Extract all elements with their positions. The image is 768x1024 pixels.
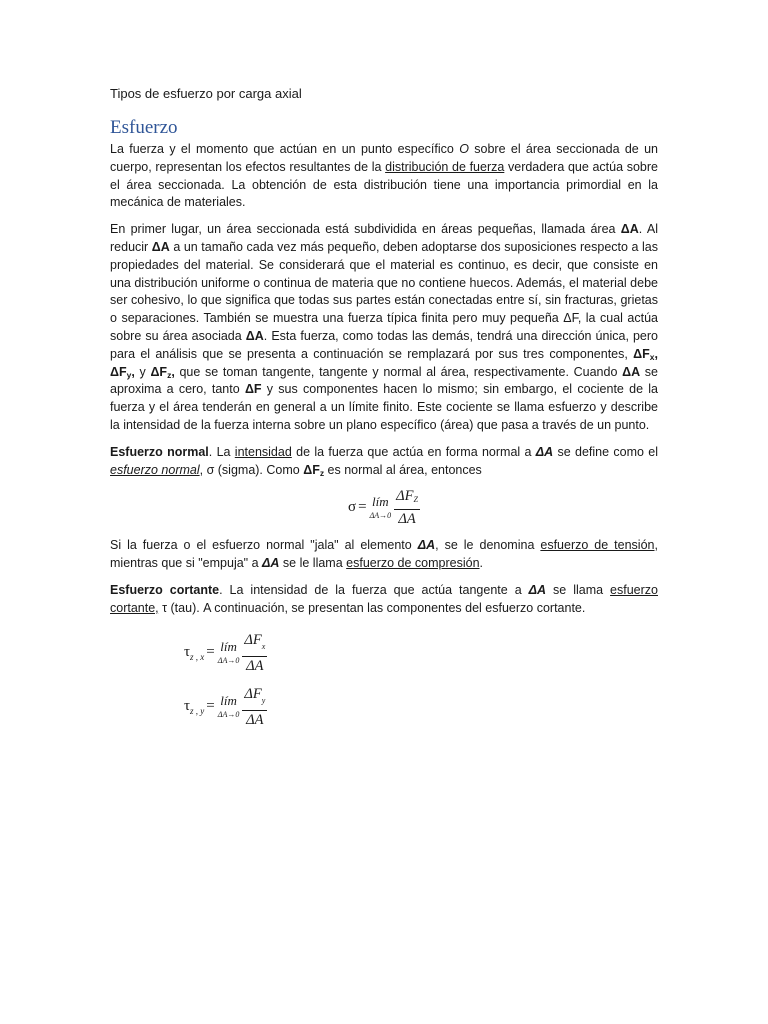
delta-a-symbol: ΔA bbox=[535, 444, 554, 459]
fraction-bar bbox=[394, 509, 420, 510]
tau-subscript: z , x bbox=[190, 651, 205, 662]
delta-fy-symbol bbox=[110, 365, 135, 379]
subscript-z: z bbox=[167, 369, 172, 380]
text: se le llama bbox=[279, 556, 347, 571]
text: de la fuerza que actúa en forma normal a bbox=[291, 444, 536, 459]
delta-f: ΔF bbox=[150, 364, 168, 379]
delta-f: ΔF bbox=[110, 364, 127, 379]
link-esfuerzo-de-compresion[interactable]: esfuerzo de compresión bbox=[346, 556, 480, 571]
text: sobre el área seccionada de un cuerpo, representan los efectos resultantes de la bbox=[110, 142, 658, 174]
paragraph-tension-compression bbox=[110, 537, 658, 573]
text: se define como el bbox=[553, 444, 658, 459]
text: que se toman tangente, tangente y normal al área, respectivamente. Cuando bbox=[174, 364, 623, 379]
text: . La intensidad de la fuerza que actúa tangente a bbox=[219, 582, 529, 597]
delta-f: ΔF bbox=[244, 685, 262, 702]
paragraph-area bbox=[110, 221, 658, 435]
text: verdadera que actúa sobre el área seccionada. La obtención de esta distribución tiene una importancia primordial en la mecánica de materiales. bbox=[110, 159, 658, 210]
limit-operator bbox=[370, 495, 392, 521]
delta-f: ΔF bbox=[244, 631, 262, 648]
subscript-z: Z bbox=[413, 495, 418, 505]
link-intensidad[interactable]: intensidad bbox=[234, 444, 292, 459]
text: En primer lugar, un área seccionada está subdividida en áreas pequeñas, llamada área bbox=[110, 222, 621, 237]
text: y sus componentes hacen lo mismo; sin embargo, el cociente de la fuerza y el área tenderán en general a un límite finito. Este cociente se llama esfuerzo y describe la intensidad de la fuerza interna sobre un plano específico (área) que pasa a través de un punto. bbox=[110, 382, 658, 432]
label-esfuerzo-cortante: Esfuerzo cortante bbox=[110, 582, 220, 597]
limit-word: lím bbox=[372, 493, 389, 509]
limit-subscript: ΔA→0 bbox=[217, 709, 240, 719]
section-heading: Esfuerzo bbox=[110, 117, 178, 138]
subscript-z: z bbox=[319, 467, 325, 478]
text: , se le denomina bbox=[435, 538, 541, 553]
numerator bbox=[242, 632, 267, 655]
denominator: ΔA bbox=[246, 657, 264, 674]
delta-f: ΔF bbox=[396, 488, 414, 505]
delta-a-symbol: ΔA bbox=[620, 222, 639, 237]
text: y bbox=[134, 364, 151, 379]
superscript-y: y bbox=[261, 695, 266, 705]
delta-fz-symbol bbox=[150, 365, 174, 379]
link-esfuerzo-de-tension[interactable]: esfuerzo de tensión bbox=[540, 538, 655, 553]
paragraph-normal-stress bbox=[110, 444, 658, 480]
numerator bbox=[394, 488, 420, 508]
text: , σ (sigma). Como bbox=[199, 462, 304, 477]
delta-a-symbol: ΔA bbox=[151, 239, 170, 254]
limit-word: lím bbox=[220, 692, 237, 708]
fraction bbox=[394, 488, 420, 527]
tau: τ bbox=[184, 643, 191, 660]
paragraph-shear-stress bbox=[110, 582, 658, 618]
denominator: ΔA bbox=[246, 711, 264, 728]
equals-sign: = bbox=[206, 698, 215, 715]
comma: , bbox=[131, 364, 135, 379]
point-o: O bbox=[459, 142, 469, 156]
delta-f: ΔF bbox=[633, 346, 650, 361]
limit-word: lím bbox=[220, 638, 237, 654]
document-title: Tipos de esfuerzo por carga axial bbox=[110, 86, 302, 101]
sigma-symbol: σ bbox=[348, 499, 357, 516]
text: . bbox=[479, 556, 484, 571]
tau-symbol bbox=[184, 698, 204, 716]
text: Si la fuerza o el esfuerzo normal "jala" al elemento bbox=[110, 538, 418, 553]
comma: , bbox=[654, 346, 658, 361]
equation-shear-zx bbox=[184, 632, 658, 674]
limit-subscript: ΔA→0 bbox=[217, 655, 240, 665]
comma: , bbox=[171, 364, 175, 379]
fraction-bar bbox=[242, 710, 267, 711]
paragraph-intro bbox=[110, 141, 658, 212]
text: es normal al área, entonces bbox=[324, 462, 482, 477]
limit-operator bbox=[218, 694, 240, 720]
text: se aproxima a cero, tanto bbox=[110, 364, 658, 397]
delta-a-symbol: ΔA bbox=[622, 364, 641, 379]
text: τ (tau). A continuación, se presentan las componentes del esfuerzo cortante. bbox=[158, 600, 586, 615]
text: . Esta fuerza, como todas las demás, tendrá una dirección única, pero para el análisis que se presenta a continuación se remplazará por sus tres componentes, bbox=[110, 328, 658, 361]
subscript-x: x bbox=[649, 351, 655, 362]
fraction bbox=[242, 632, 267, 674]
delta-a-symbol: ΔA bbox=[245, 328, 264, 343]
text: , mientras que si "empuja" a bbox=[110, 538, 658, 571]
delta-a-symbol: ΔA bbox=[528, 582, 547, 597]
delta-a-symbol: ΔA bbox=[262, 556, 280, 571]
link-esfuerzo-normal[interactable]: esfuerzo normal bbox=[110, 462, 200, 477]
delta-a-symbol: ΔA bbox=[417, 538, 436, 553]
text: se llama bbox=[546, 582, 611, 597]
label-esfuerzo-normal: Esfuerzo normal bbox=[110, 444, 209, 459]
subscript-y: y bbox=[126, 369, 132, 380]
fraction bbox=[242, 686, 267, 728]
delta-f: ΔF bbox=[303, 462, 320, 477]
equals-sign: = bbox=[358, 499, 367, 516]
denominator: ΔA bbox=[398, 511, 416, 528]
delta-fz-symbol bbox=[303, 463, 324, 477]
text: . La bbox=[208, 444, 235, 459]
link-esfuerzo-cortante[interactable]: esfuerzo cortante, bbox=[110, 582, 658, 615]
text: La fuerza y el momento que actúan en un punto específico bbox=[110, 142, 460, 156]
delta-f-symbol: ΔF bbox=[244, 382, 262, 397]
tau-subscript: z , y bbox=[190, 705, 205, 716]
numerator bbox=[242, 686, 267, 709]
superscript-x: x bbox=[261, 641, 266, 651]
fraction-bar bbox=[242, 656, 267, 657]
delta-fx-symbol bbox=[633, 347, 658, 361]
equation-shear-zy bbox=[184, 686, 658, 728]
link-distribucion-de-fuerza[interactable]: distribución de fuerza bbox=[385, 159, 505, 174]
equals-sign: = bbox=[206, 644, 215, 661]
limit-operator bbox=[218, 640, 240, 666]
tau-symbol bbox=[184, 644, 204, 662]
equation-normal-stress bbox=[110, 488, 658, 527]
tau: τ bbox=[184, 697, 191, 714]
text: a un tamaño cada vez más pequeño, deben adoptarse dos suposiciones respecto a las propiedades del material. Se considerará que el material es continuo, es decir, que consiste en una distribución uniforme o continua de materia que no contiene huecos. Además, el material debe ser cohesivo, lo que significa que todas sus partes están conectadas entre sí, sin fracturas, grietas o separaciones. También se muestra una fuerza típica finita pero muy pequeña ΔF, la cual actúa sobre su área asociada bbox=[110, 239, 658, 343]
limit-subscript: ΔA→0 bbox=[369, 510, 392, 520]
text: . Al reducir bbox=[110, 222, 658, 254]
